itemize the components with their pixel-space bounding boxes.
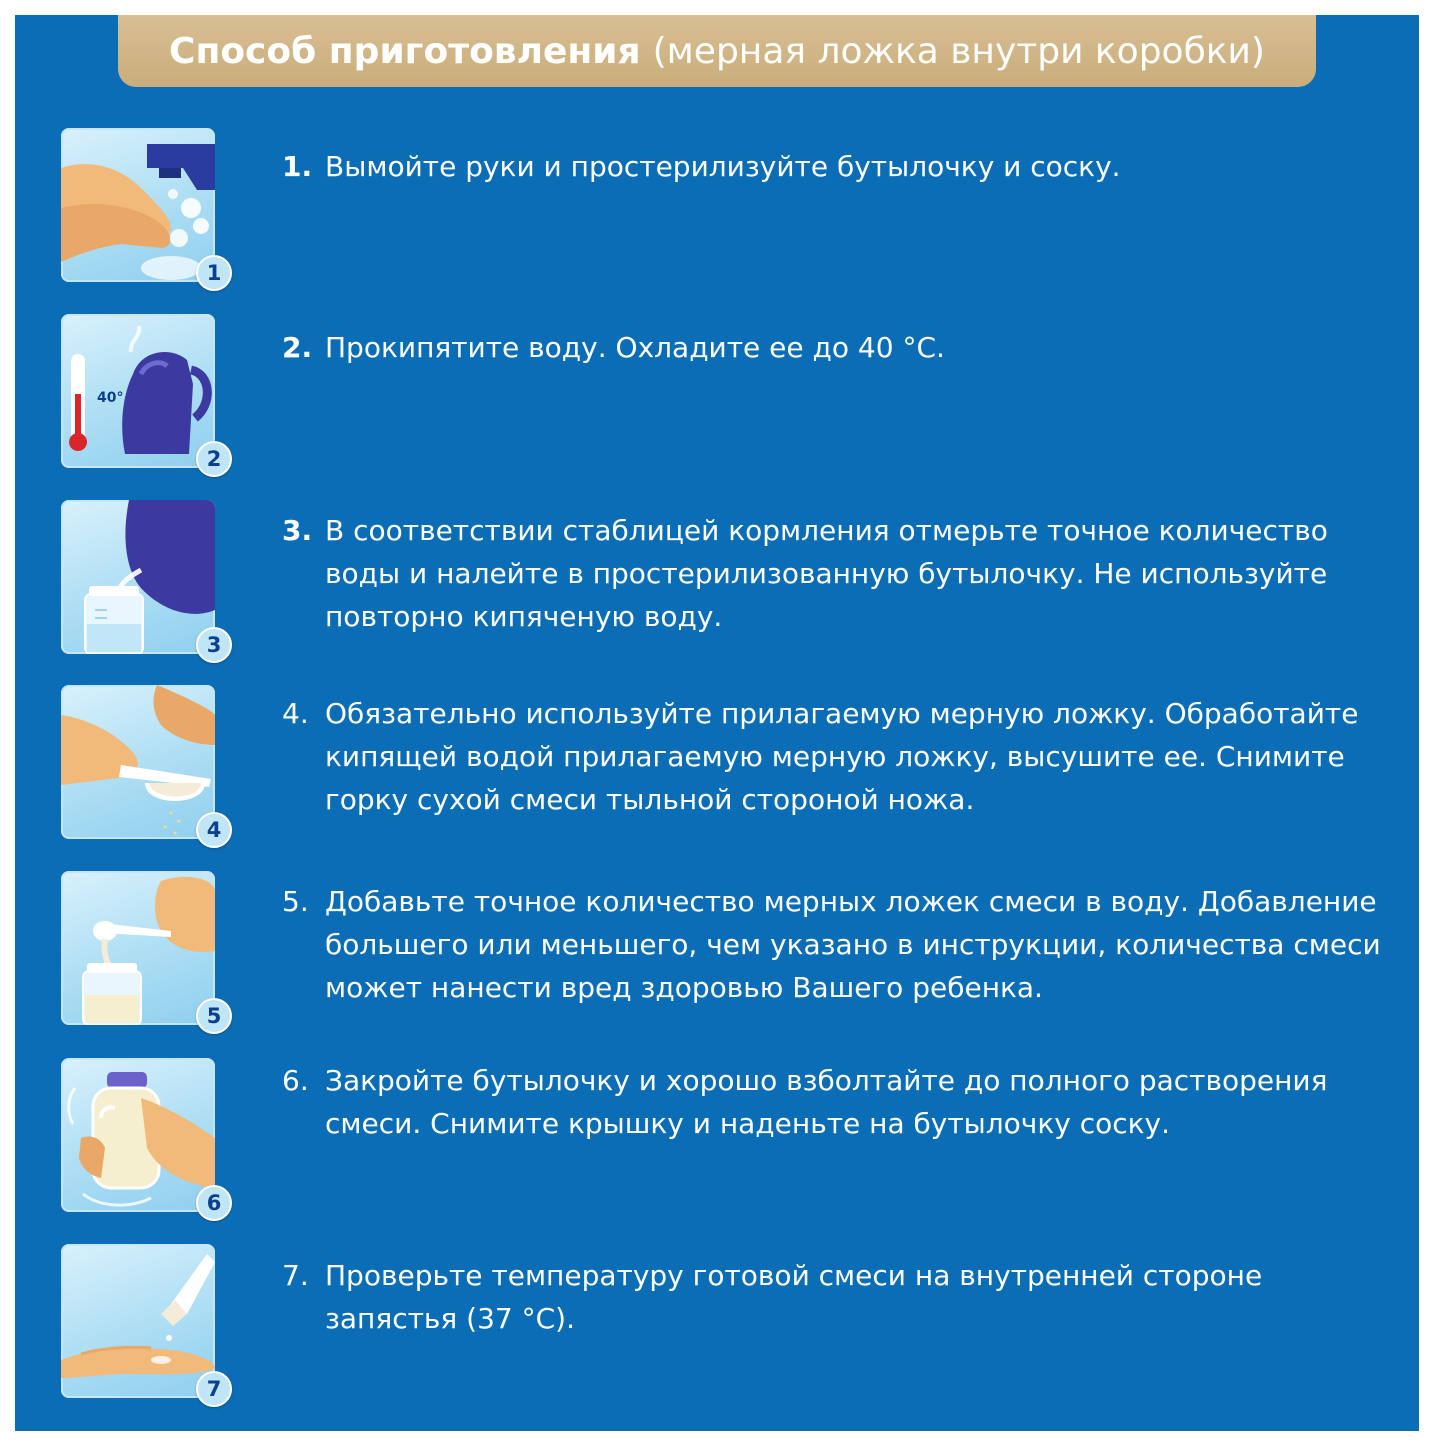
step-badge-3: 3 — [196, 627, 232, 663]
shaking-bottle-icon — [61, 1058, 215, 1212]
step-2-illustration — [61, 314, 215, 468]
step-badge-2: 2 — [196, 441, 232, 477]
step-number: 3. — [282, 514, 313, 547]
thermometer-label: 40° — [97, 390, 124, 406]
step-text: Обязательно используйте прилагаемую мерную ложку. Обработайте кипящей водой прилагаемую мерную ложку, высушите ее. Снимите горку сухой смеси тыльной стороной ножа. — [325, 697, 1359, 816]
step-3 — [282, 509, 1392, 638]
step-6 — [282, 1059, 1392, 1145]
step-text: В соответствии стаблицей кормления отмерьте точное количество воды и налейте в простерилизованную бутылочку. Не используйте повторно кипяченую воду. — [325, 514, 1328, 633]
step-5-illustration — [61, 871, 215, 1025]
title-subtitle: (мерная ложка внутри коробки) — [652, 30, 1265, 72]
step-1 — [282, 145, 1392, 188]
step-1-illustration — [61, 128, 215, 282]
hand-washing-icon — [61, 128, 215, 282]
step-number: 5. — [282, 885, 309, 918]
instructions-panel — [15, 15, 1419, 1431]
step-number: 4. — [282, 697, 309, 730]
step-badge-1: 1 — [196, 255, 232, 291]
step-number: 1. — [282, 150, 313, 183]
step-number: 6. — [282, 1064, 309, 1097]
step-badge-4: 4 — [196, 812, 232, 848]
kettle-thermometer-icon — [61, 314, 215, 468]
step-badge-5: 5 — [196, 998, 232, 1034]
wrist-temperature-check-icon — [61, 1244, 215, 1398]
step-7 — [282, 1254, 1392, 1340]
step-badge-7: 7 — [196, 1371, 232, 1407]
pouring-water-icon — [61, 500, 215, 654]
step-number: 2. — [282, 331, 313, 364]
step-text: Закройте бутылочку и хорошо взболтайте до полного растворения смеси. Снимите крышку и наденьте на бутылочку соску. — [325, 1064, 1328, 1140]
measuring-spoon-knife-icon — [61, 685, 215, 839]
title-bold: Способ приготовления — [169, 30, 641, 72]
step-text: Вымойте руки и простерилизуйте бутылочку и соску. — [325, 150, 1121, 183]
step-text: Добавьте точное количество мерных ложек смеси в воду. Добавление большего или меньшего, чем указано в инструкции, количества смеси может нанести вред здоровью Вашего ребенка. — [325, 885, 1381, 1004]
step-number: 7. — [282, 1259, 309, 1292]
step-badge-6: 6 — [196, 1185, 232, 1221]
step-4 — [282, 692, 1392, 821]
step-5 — [282, 880, 1392, 1009]
step-3-illustration — [61, 500, 215, 654]
step-text: Проверьте температуру готовой смеси на внутренней стороне запястья (37 °C). — [325, 1259, 1263, 1335]
adding-powder-icon — [61, 871, 215, 1025]
step-text: Прокипятите воду. Охладите ее до 40 °C. — [325, 331, 945, 364]
step-6-illustration — [61, 1058, 215, 1212]
page-title — [118, 15, 1316, 87]
step-4-illustration — [61, 685, 215, 839]
step-7-illustration — [61, 1244, 215, 1398]
step-2 — [282, 326, 1392, 369]
